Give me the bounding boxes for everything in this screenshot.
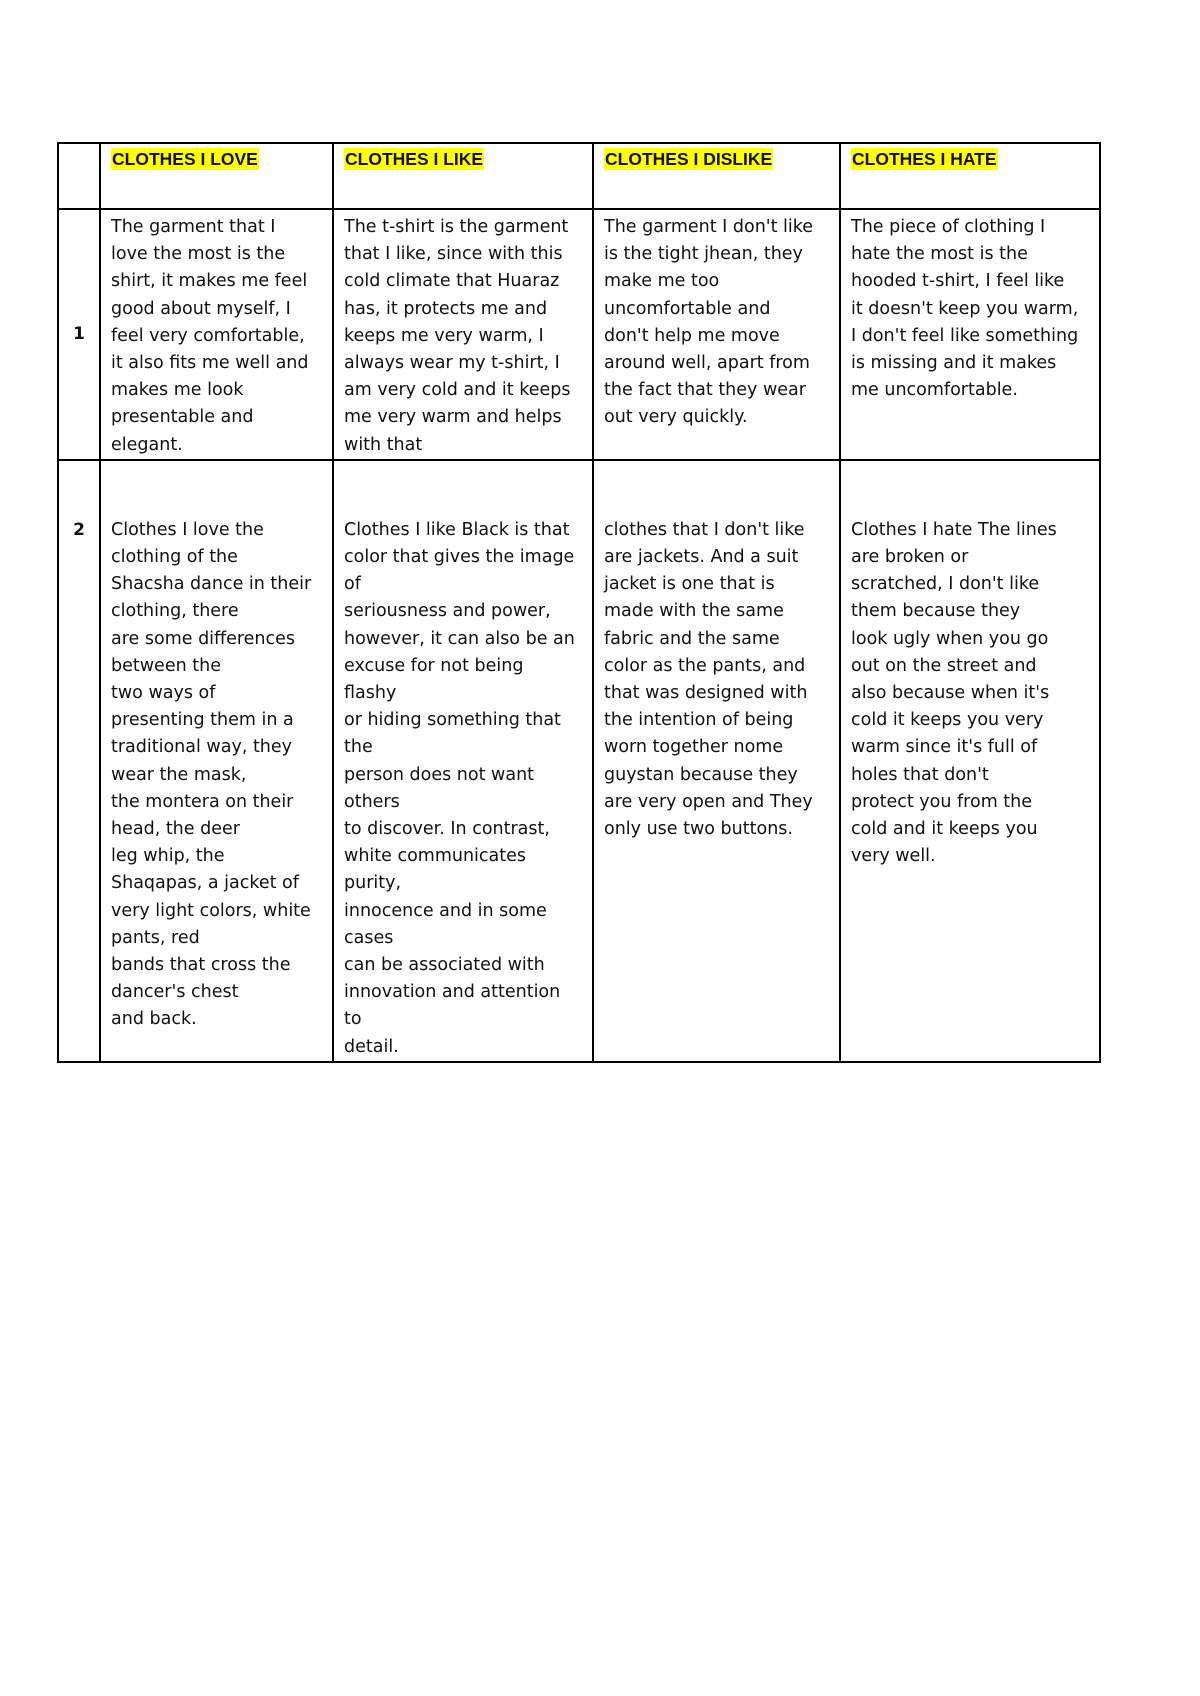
cell-text-like: Clothes I like Black is that color that gives the image of seriousness and power, however, it can also be an excuse for not being flashy or hiding something that the person does not want others to discover. In contrast, white communicates purity, innocence and in some cases can be associated with innovation and attention to detail. [344, 519, 575, 1057]
header-dislike: CLOTHES I DISLIKE [605, 149, 773, 169]
header-cell-hate [840, 143, 1100, 209]
header-love: CLOTHES I LOVE [112, 149, 258, 169]
table-cell [593, 460, 840, 1062]
clothes-table [57, 142, 1101, 1063]
header-hate: CLOTHES I HATE [852, 149, 997, 169]
row-number: 2 [73, 519, 85, 540]
table-row [58, 460, 1100, 1062]
table-cell [333, 209, 593, 460]
header-cell-love [100, 143, 333, 209]
header-like: CLOTHES I LIKE [345, 149, 484, 169]
cell-text-like: The t-shirt is the garment that I like, since with this cold climate that Huaraz has, it protects me and keeps me very warm, I always wear my t-shirt, I am very cold and it keeps me very warm and helps with that [344, 217, 571, 455]
row-number-cell [58, 460, 100, 1062]
row-number: 1 [58, 209, 100, 460]
cell-text-dislike: The garment I don't like is the tight jhean, they make me too uncomfortable and don't help me move around well, apart from the fact that they wear out very quickly. [604, 217, 814, 428]
table-cell [840, 460, 1100, 1062]
corner-cell [58, 143, 100, 209]
table-row [58, 209, 1100, 460]
table-cell [100, 460, 333, 1062]
table-cell [100, 209, 333, 460]
cell-text-dislike: clothes that I don't like are jackets. And a suit jacket is one that is made with the same fabric and the same color as the pants, and that was designed with the intention of being worn together nome guystan because they are very open and They only use two buttons. [604, 519, 813, 840]
cell-text-hate: Clothes I hate The lines are broken or scratched, I don't like them because they look ugly when you go out on the street and also because when it's cold it keeps you very warm since it's full of holes that don't protect you from the cold and it keeps you very well. [851, 519, 1057, 867]
table-cell [840, 209, 1100, 460]
header-cell-dislike [593, 143, 840, 209]
header-cell-like [333, 143, 593, 209]
cell-text-love: The garment that I love the most is the shirt, it makes me feel good about myself, I feel very comfortable, it also fits me well and makes me look presentable and elegant. [111, 217, 309, 455]
table-cell [333, 460, 593, 1062]
cell-text-love: Clothes I love the clothing of the Shacsha dance in their clothing, there are some differences between the two ways of presenting them in a traditional way, they wear the mask, the montera on their head, the deer leg whip, the Shaqapas, a jacket of very light colors, white pants, red bands that cross the dancer's chest and back. [111, 519, 312, 1030]
header-row [58, 143, 1100, 209]
table-cell [593, 209, 840, 460]
cell-text-hate: The piece of clothing I hate the most is the hooded t-shirt, I feel like it doesn't keep you warm, I don't feel like something is missing and it makes me uncomfortable. [851, 217, 1079, 401]
